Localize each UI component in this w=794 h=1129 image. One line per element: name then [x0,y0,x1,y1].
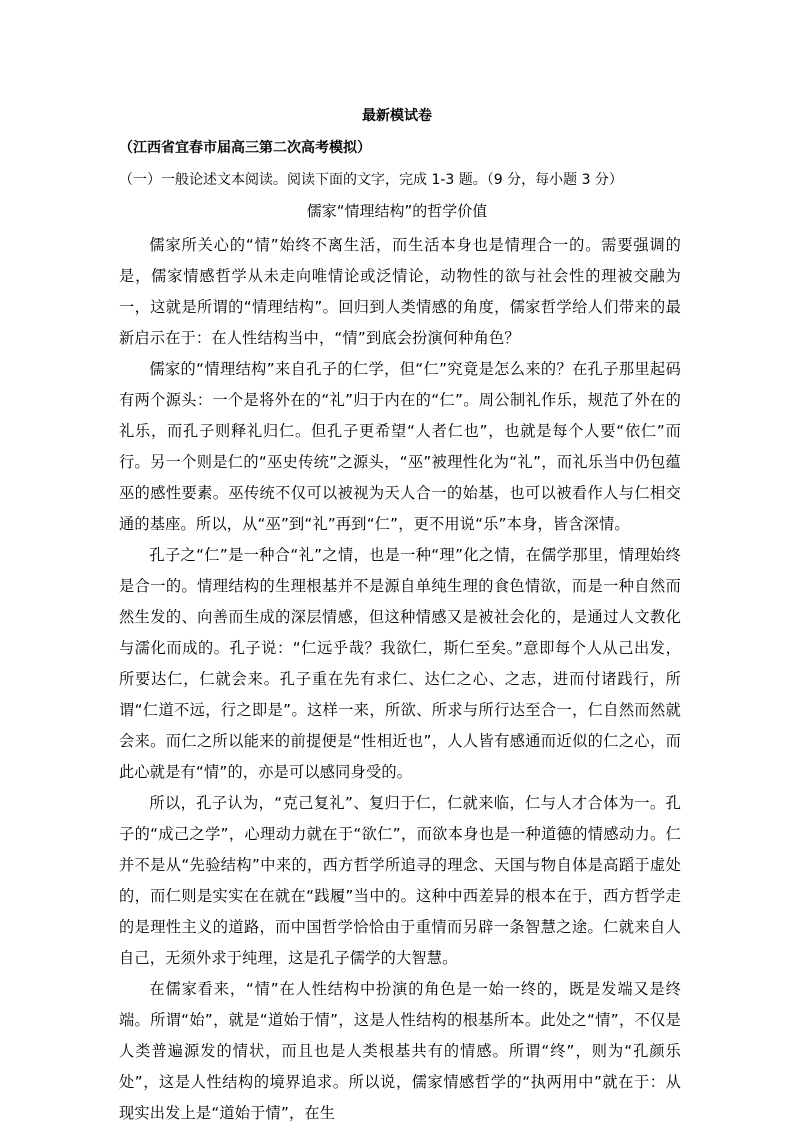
paragraph: 所以，孔子认为，“克己复礼”、复归于仁，仁就来临，仁与人才合体为一。孔子的“成己之学”，心理动力就在于“欲仁”，而欲本身也是一种道德的情感动力。仁并不是从“先验结构”中来的，西方哲学所追寻的理念、天国与物自体是高蹈于虚处的，而仁则是实实在在就在“践履”当中的。这种中西差异的根本在于，西方哲学走的是理性主义的道路，而中国哲学恰恰由于重情而另辟一条智慧之途。仁就来自人自己，无须外求于纯理，这是孔子儒学的大智慧。 [119,794,681,967]
exam-title: 最新模试卷 [362,108,432,124]
exam-source: （江西省宜春市届高三第二次高考模拟） [119,140,371,156]
paragraph: 儒家所关心的“情”始终不离生活，而生活本身也是情理合一的。需要强调的是，儒家情感哲学从未走向唯情论或泛情论，动物性的欲与社会性的理被交融为一，这就是所谓的“情理结构”。回归到人类情感的角度，儒家哲学给人们带来的最新启示在于：在人性结构当中，“情”到底会扮演何种角色？ [119,236,681,347]
section-instructions: （一）一般论述文本阅读。阅读下面的文字，完成 1-3 题。（9 分，每小题 3 分） [119,172,623,188]
article-body [119,230,681,1129]
paragraph: 孔子之“仁”是一种合“礼”之情，也是一种“理”化之情，在儒学那里，情理始终是合一的。情理结构的生理根基并不是源自单纯生理的食色情欲，而是一种自然而然生发的、向善而生成的深层情感，但这种情感又是被社会化的，是通过人文教化与濡化而成的。孔子说：“仁远乎哉？我欲仁，斯仁至矣。”意即每个人从己出发，所要达仁，仁就会来。孔子重在先有求仁、达仁之心、之志，进而付诸践行，所谓“仁道不远，行之即是”。这样一来，所欲、所求与所行达至合一，仁自然而然就会来。而仁之所以能来的前提便是“性相近也”，人人皆有感通而近似的仁之心，而此心就是有“情”的，亦是可以感同身受的。 [119,546,681,781]
paragraph: 在儒家看来，“情”在人性结构中扮演的角色是一始一终的，既是发端又是终端。所谓“始”，就是“道始于情”，这是人性结构的根基所本。此处之“情”，不仅是人类普遍源发的情状，而且也是人类根基共有的情感。所谓“终”，则为“孔颜乐处”，这是人性结构的境界追求。所以说，儒家情感哲学的“执两用中”就在于：从现实出发上是“道始于情”，在生 [119,980,681,1122]
article-title: 儒家“情理结构”的哲学价值 [306,202,488,220]
paragraph: 儒家的“情理结构”来自孔子的仁学，但“仁”究竟是怎么来的？在孔子那里起码有两个源头：一个是将外在的“礼”归于内在的“仁”。周公制礼作乐，规范了外在的礼乐，而孔子则释礼归仁。但孔子更希望“人者仁也”，也就是每个人要“依仁”而行。另一个则是仁的“巫史传统”之源头，“巫”被理性化为“礼”，而礼乐当中仍包蕴巫的感性要素。巫传统不仅可以被视为天人合一的始基，也可以被看作人与仁相交通的基座。所以，从“巫”到“礼”再到“仁”，更不用说“乐”本身，皆含深情。 [119,360,681,533]
